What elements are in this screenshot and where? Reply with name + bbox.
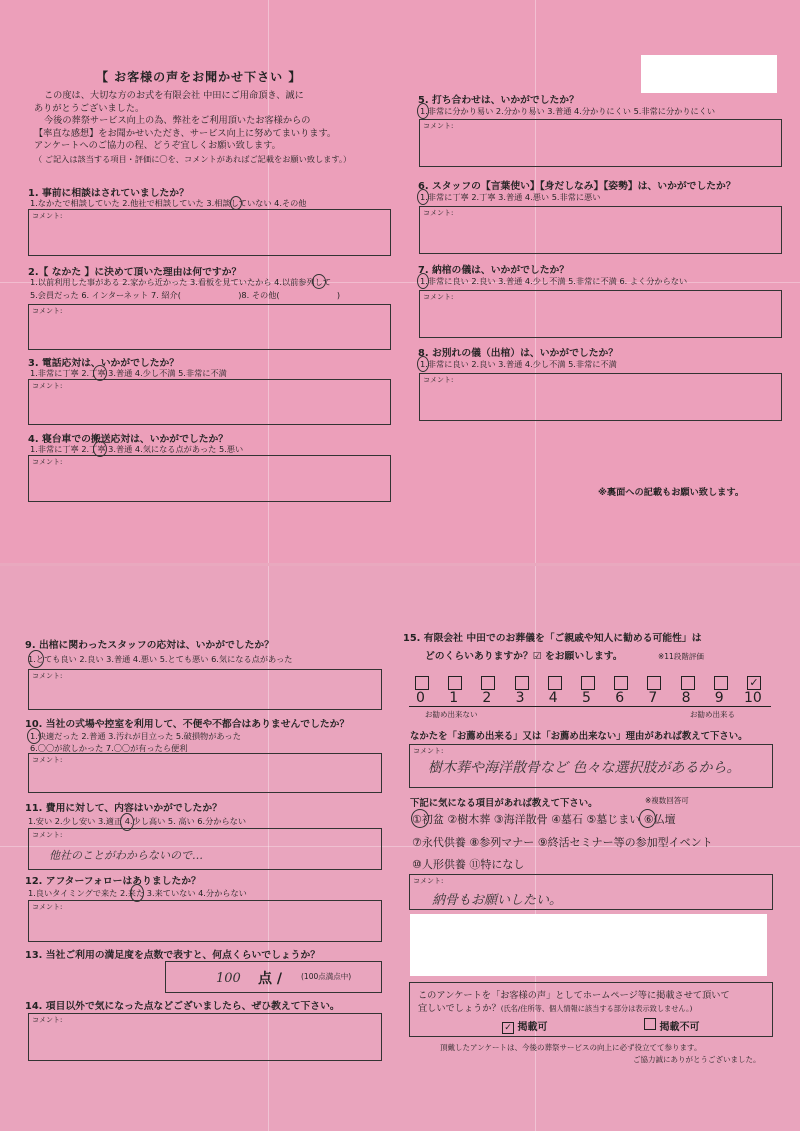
handwritten-comment: 樹木葬や海洋散骨など 色々な選択肢があるから。 xyxy=(428,760,741,776)
score-unit: 点 / xyxy=(258,971,282,987)
question-8: 8. お別れの儀（出棺）は、いかがでしたか？ xyxy=(418,348,619,359)
redacted-area xyxy=(641,55,777,93)
comment-box[interactable]: コメント: xyxy=(419,373,782,421)
score-note: (100点満点中) xyxy=(301,972,352,981)
scale-checkbox-8[interactable] xyxy=(681,676,695,690)
question-12-options: 1.良いタイミングで来た 2.来た 3.来ていない 4.分からない xyxy=(28,888,247,898)
comment-box[interactable]: コメント: 他社のことがわからないので… xyxy=(28,828,382,870)
interest-items-row-1: ①初盆 ②樹木葬 ③海洋散骨 ④墓石 ⑤墓じまい ⑥仏壇 xyxy=(412,813,676,826)
question-4: 4. 寝台車での搬送応対は、いかがでしたか？ xyxy=(28,434,229,445)
handwritten-comment: 他社のことがわからないので… xyxy=(49,849,203,862)
scale-checkbox-0[interactable] xyxy=(415,676,429,690)
redacted-area xyxy=(410,914,767,976)
question-7: 7. 納棺の儀は、いかがでしたか？ xyxy=(418,265,570,276)
scale-number-0: 0 xyxy=(416,690,425,706)
interest-note: ※複数回答可 xyxy=(645,796,689,805)
scale-number-10: 10 xyxy=(744,690,762,706)
question-7-options: 1.非常に良い 2.良い 3.普通 4.少し不満 5.非常に不満 6. よく分からない xyxy=(420,276,688,286)
question-11-options: 1.安い 2.少し安い 3.適正 4.少し高い 5. 高い 6.分からない xyxy=(28,816,247,826)
question-8-options: 1.非常に良い 2.良い 3.普通 4.少し不満 5.非常に不満 xyxy=(420,359,617,369)
scale-checkbox-5[interactable] xyxy=(581,676,595,690)
question-14: 14. 項目以外で気になった点などございましたら、ぜひ教えて下さい。 xyxy=(25,1001,340,1012)
interest-comment-box[interactable]: コメント: 納骨もお願いしたい。 xyxy=(409,874,773,910)
score-value: 100 xyxy=(216,971,241,986)
handwritten-comment: 納骨もお願いしたい。 xyxy=(432,893,563,908)
intro-text: この度は、大切な方のお式を有限会社 中田にご用命頂き、誠に ありがとうございました。 今後の葬祭サービス向上の為、弊社をご利用頂いたお客様からの 【率直な感想】をお聞かせいただき、サービス向上に努めてまいります。 アンケートへのご協力の程、どうぞ宜しくお願い致します。 （ ご記入は該当する項目・評価に〇を、コメントがあればご記載をお願い致します。） xyxy=(34,90,352,164)
comment-box[interactable]: コメント: xyxy=(28,1013,382,1061)
score-box[interactable] xyxy=(165,961,382,993)
scale-number-2: 2 xyxy=(482,690,492,706)
comment-box[interactable]: コメント: xyxy=(419,206,782,254)
scale-checkbox-10[interactable]: ✓ xyxy=(747,676,761,690)
scale-checkbox-6[interactable] xyxy=(614,676,628,690)
question-2: 2.【 なかた 】に決めて頂いた理由は何ですか？ xyxy=(28,267,242,278)
scale-high-label: お勧め出来る xyxy=(690,710,735,719)
answer-circle xyxy=(28,650,44,668)
scale-note: ※11段階評価 xyxy=(658,652,704,661)
comment-box[interactable]: コメント: xyxy=(28,304,391,350)
answer-circle xyxy=(417,189,429,205)
scale-checkbox-3[interactable] xyxy=(515,676,529,690)
comment-box[interactable]: コメント: xyxy=(28,669,382,710)
question-5: 5. 打ち合わせは、いかがでしたか？ xyxy=(418,95,579,106)
scale-checkbox-4[interactable] xyxy=(548,676,562,690)
comment-box[interactable]: コメント: xyxy=(28,753,382,793)
question-9: 9. 出棺に関わったスタッフの応対は、いかがでしたか？ xyxy=(25,640,274,651)
scale-number-1: 1 xyxy=(449,690,459,706)
question-11: 11. 費用に対して、内容はいかがでしたか？ xyxy=(25,803,222,814)
publish-yes-option[interactable]: ✓ 掲載可 xyxy=(502,1018,547,1034)
publish-no-option[interactable]: 掲載不可 xyxy=(644,1018,699,1033)
question-9-options: 1.とても良い 2.良い 3.普通 4.悪い 5.とても悪い 6.気になる点があった xyxy=(28,654,293,664)
question-13: 13. 当社ご利用の満足度を点数で表すと、何点くらいでしょうか？ xyxy=(25,950,321,961)
question-4-options: 1.非常に丁寧 2.丁寧 3.普通 4.気になる点があった 5.悪い xyxy=(30,444,244,454)
reason-comment-box[interactable]: コメント: 樹木葬や海洋散骨など 色々な選択肢があるから。 xyxy=(409,744,773,788)
interest-prompt: 下記に気になる項目があれば教えて下さい。 xyxy=(410,798,598,809)
thanks-line-2: ご協力誠にありがとうございました。 xyxy=(633,1055,761,1064)
answer-circle xyxy=(411,809,429,828)
scale-number-6: 6 xyxy=(615,690,625,706)
answer-circle xyxy=(27,728,41,744)
answer-circle xyxy=(230,196,242,210)
thanks-line-1: 頂戴したアンケートは、今後の葬祭サービスの向上に必ず役立てて参ります。 xyxy=(440,1043,702,1052)
scale-number-7: 7 xyxy=(648,690,658,706)
scale-checkbox-9[interactable] xyxy=(714,676,728,690)
question-3-options: 1.非常に丁寧 2.丁寧 3.普通 4.少し不満 5.非常に不満 xyxy=(30,368,227,378)
answer-circle xyxy=(639,809,656,828)
scale-number-3: 3 xyxy=(515,690,525,706)
question-15-sub: どのくらいありますか？☑ をお願いします。 xyxy=(425,651,623,662)
question-2-options: 5.会員だった 6. インターネット 7. 紹介( )8. その他( ) xyxy=(30,290,341,300)
question-6: 6. スタッフの【言葉使い】【身だしなみ】【姿勢】は、いかがでしたか？ xyxy=(418,181,736,192)
question-3: 3. 電話応対は、いかがでしたか？ xyxy=(28,358,180,369)
question-10: 10. 当社の式場や控室を利用して、不便や不都合はありませんでしたか？ xyxy=(25,719,350,730)
comment-box[interactable]: コメント: xyxy=(28,900,382,942)
question-10-options: 1.快適だった 2.普通 3.汚れが目立った 5.破損物があった xyxy=(30,731,241,741)
survey-front-page xyxy=(0,0,800,563)
scale-number-5: 5 xyxy=(582,690,591,706)
interest-items-row-2: ⑦永代供養 ⑧参列マナー ⑨終活セミナー等の参加型イベント xyxy=(412,836,713,849)
checkbox-checked-icon[interactable]: ✓ xyxy=(502,1022,514,1034)
scale-checkbox-2[interactable] xyxy=(481,676,495,690)
page-title: 【 お客様の声をお聞かせ下さい 】 xyxy=(96,70,302,84)
comment-box[interactable]: コメント: xyxy=(28,209,391,256)
checkbox-icon[interactable] xyxy=(644,1018,656,1030)
question-1: 1. 事前に相談はされていましたか？ xyxy=(28,188,189,199)
question-12: 12. アフターフォローはありましたか？ xyxy=(25,876,201,887)
comment-box[interactable]: コメント: xyxy=(419,290,782,338)
reason-prompt: なかたを「お薦め出来る」又は「お薦め出来ない」理由があれば教えて下さい。 xyxy=(410,731,748,742)
back-page-note: ※裏面への記載もお願い致します。 xyxy=(598,487,745,498)
comment-box[interactable]: コメント: xyxy=(28,379,391,425)
question-10-options: 6.〇〇が欲しかった 7.〇〇が有ったら便利 xyxy=(30,743,188,753)
comment-box[interactable]: コメント: xyxy=(28,455,391,502)
question-6-options: 1.非常に丁寧 2.丁寧 3.普通 4.悪い 5.非常に悪い xyxy=(420,192,601,202)
publish-consent-box: このアンケートを「お客様の声」としてホームページ等に掲載させて頂いて 宜しいでしょうか？(氏名/住所等、個人情報に該当する部分は表示致しません。) ✓ 掲載可 掲載不可 xyxy=(409,982,773,1037)
scale-low-label: お勧め出来ない xyxy=(425,710,478,719)
scale-number-9: 9 xyxy=(714,690,724,706)
scale-checkbox-1[interactable] xyxy=(448,676,462,690)
scale-number-4: 4 xyxy=(548,690,558,706)
comment-box[interactable]: コメント: xyxy=(419,119,782,167)
question-1-options: 1.なかたで相談していた 2.他社で相談していた 3.相談していない 4.その他 xyxy=(30,198,307,208)
answer-circle xyxy=(312,274,326,289)
question-2-options: 1.以前利用した事がある 2.家から近かった 3.看板を見ていたから 4.以前参列して xyxy=(30,277,332,287)
survey-back-page xyxy=(0,566,800,1131)
question-5-options: 1.非常に分かり易い 2.分かり易い 3.普通 4.分かりにくい 5.非常に分かりにくい xyxy=(420,106,716,116)
scale-checkbox-7[interactable] xyxy=(647,676,661,690)
answer-circle xyxy=(417,273,429,289)
scale-line xyxy=(409,706,771,707)
scale-number-8: 8 xyxy=(681,690,691,706)
question-15: 15. 有限会社 中田でのお葬儀を「ご親戚や知人に勧める可能性」は xyxy=(403,633,702,644)
answer-circle xyxy=(417,103,429,119)
answer-circle xyxy=(417,356,429,372)
interest-items-row-3: ⑩人形供養 ⑪特になし xyxy=(412,858,525,871)
